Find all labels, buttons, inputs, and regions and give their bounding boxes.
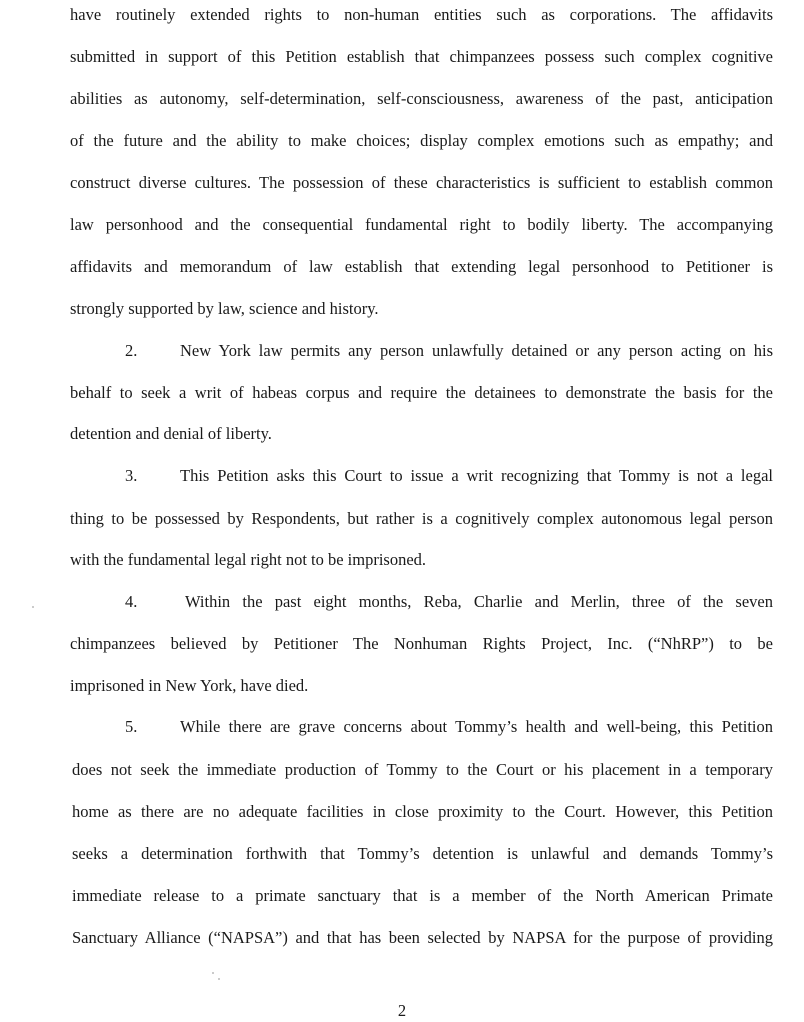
page-number: 2 [397,1001,407,1020]
paragraph-1-line: abilities as autonomy, self-determination, self-consciousness, awareness of the past, anticipation [70,89,773,108]
paragraph-number: 5. [125,717,138,736]
scan-speck [32,606,34,608]
paragraph-5-line: seeks a determination forthwith that Tommy’s detention is unlawful and demands Tommy’s [72,844,773,863]
paragraph-5-line: Sanctuary Alliance (“NAPSA”) and that has been selected by NAPSA for the purpose of providing [72,928,773,947]
paragraph-2-line: detention and denial of liberty. [70,424,272,443]
paragraph-1-line: law personhood and the consequential fundamental right to bodily liberty. The accompanying [70,215,773,234]
paragraph-1-line: submitted in support of this Petition establish that chimpanzees possess such complex cognitive [70,47,773,66]
paragraph-2-first-line: New York law permits any person unlawfully detained or any person acting on his [180,341,773,360]
paragraph-1-line: strongly supported by law, science and history. [70,299,379,318]
paragraph-4-first-line: Within the past eight months, Reba, Charlie and Merlin, three of the seven [185,592,773,611]
scan-speck [212,972,214,974]
paragraph-3-first-line: This Petition asks this Court to issue a writ recognizing that Tommy is not a legal [180,466,773,485]
paragraph-1-line: affidavits and memorandum of law establish that extending legal personhood to Petitioner is [70,257,773,276]
paragraph-4-line: chimpanzees believed by Petitioner The Nonhuman Rights Project, Inc. (“NhRP”) to be [70,634,773,653]
paragraph-3-line: with the fundamental legal right not to be imprisoned. [70,550,427,569]
paragraph-5-line: immediate release to a primate sanctuary that is a member of the North American Primate [72,886,773,905]
paragraph-number: 4. [125,592,138,611]
paragraph-5-line: home as there are no adequate facilities in close proximity to the Court. However, this Petition [72,802,773,821]
scan-speck [218,978,220,980]
paragraph-5-first-line: While there are grave concerns about Tommy’s health and well-being, this Petition [180,717,773,736]
paragraph-2-line: behalf to seek a writ of habeas corpus and require the detainees to demonstrate the basis for the [70,383,773,402]
paragraph-number: 3. [125,466,138,485]
paragraph-4-line: imprisoned in New York, have died. [70,676,309,695]
paragraph-5-line: does not seek the immediate production of Tommy to the Court or his placement in a temporary [72,760,773,779]
paragraph-1-line: construct diverse cultures. The possession of these characteristics is sufficient to establish common [70,173,773,192]
paragraph-1-line: have routinely extended rights to non-human entities such as corporations. The affidavits [70,5,773,24]
paragraph-3-line: thing to be possessed by Respondents, but rather is a cognitively complex autonomous legal person [70,509,773,528]
paragraph-1-line: of the future and the ability to make choices; display complex emotions such as empathy; and [70,131,773,150]
paragraph-number: 2. [125,341,138,360]
